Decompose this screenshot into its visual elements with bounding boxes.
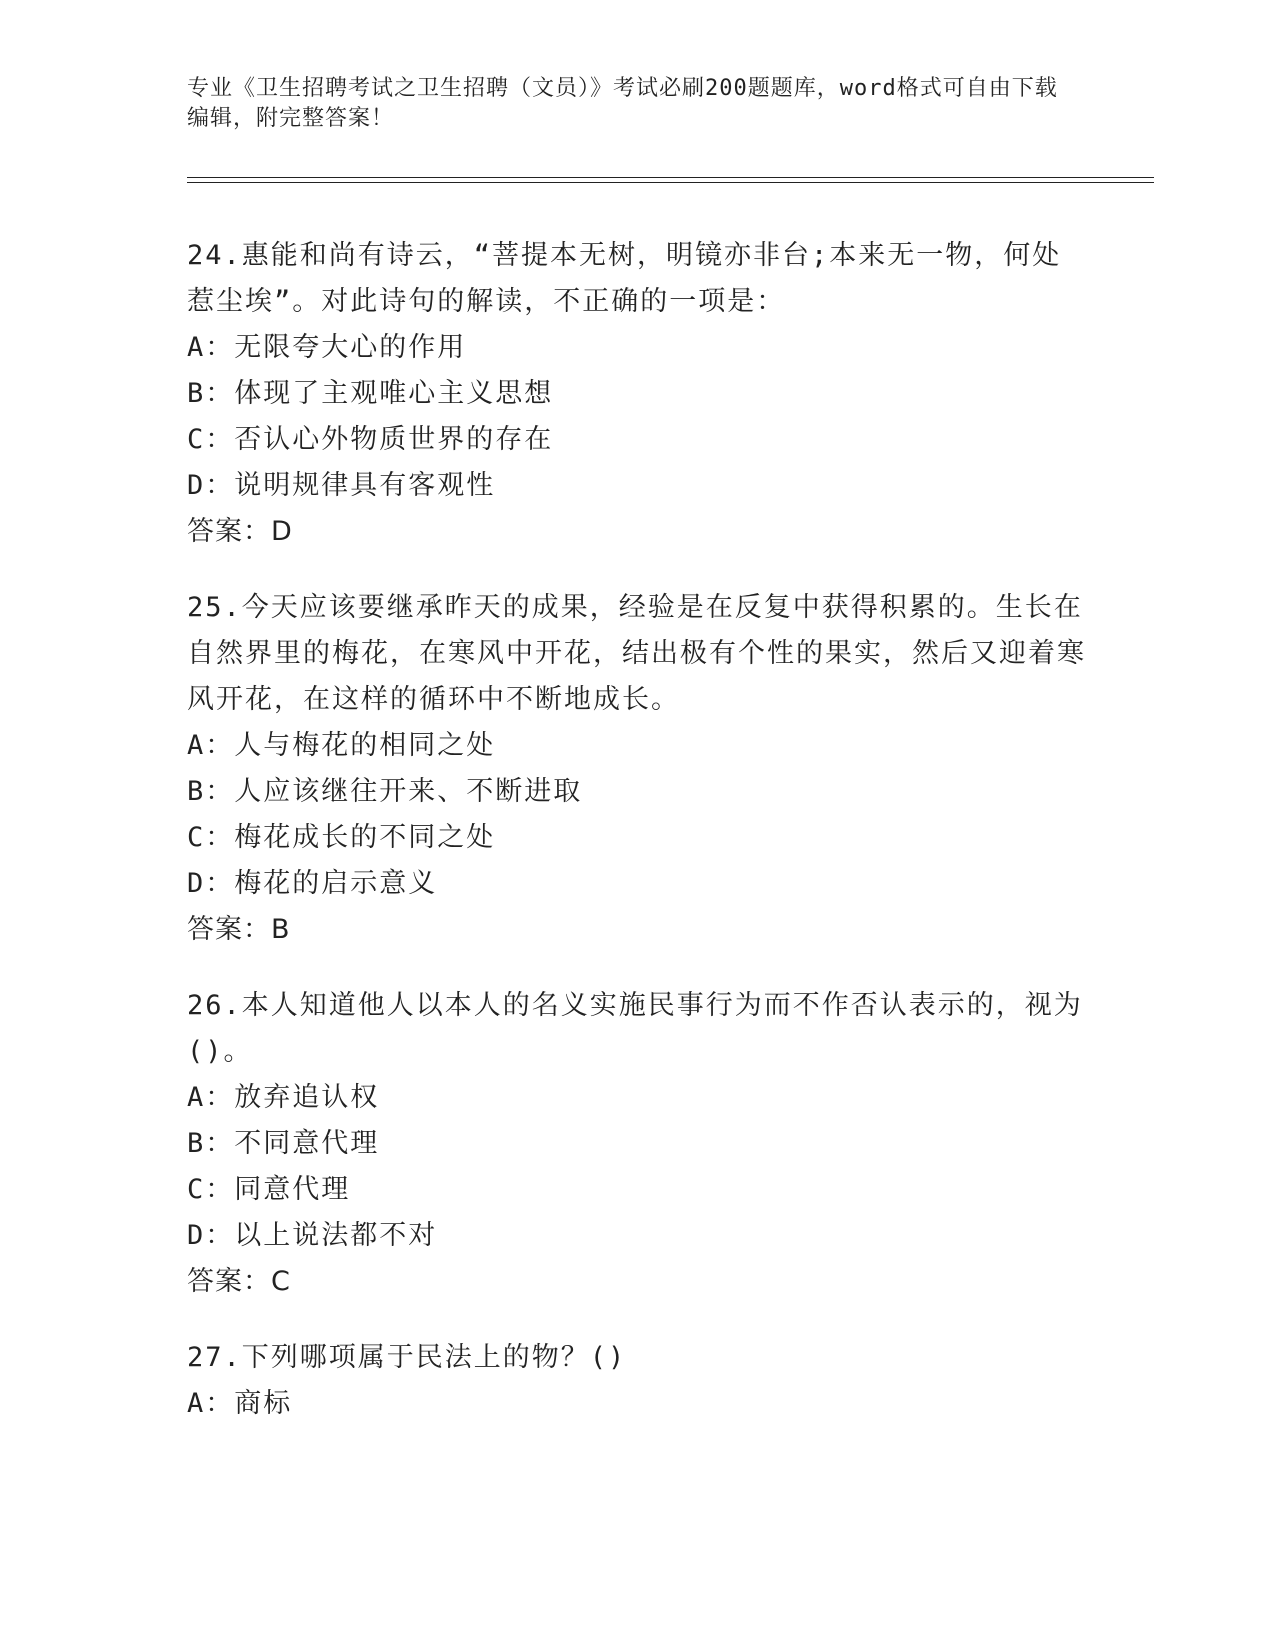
option-a: A：人与梅花的相同之处 [187,730,496,761]
option-b: B：人应该继往开来、不断进取 [187,776,583,807]
option-c: C：同意代理 [187,1174,351,1205]
question-stem: 26.本人知道他人以本人的名义实施民事行为而不作否认表示的，视为()。 [187,990,1083,1067]
option-c: C：梅花成长的不同之处 [187,822,496,853]
option-a: A：放弃追认权 [187,1082,380,1113]
option-b: B：不同意代理 [187,1128,380,1159]
option-a: A：商标 [187,1388,293,1419]
question-25 [187,585,1087,953]
option-d: D：以上说法都不对 [187,1220,438,1251]
question-stem: 27.下列哪项属于民法上的物？() [187,1342,627,1373]
question-26 [187,983,1087,1305]
option-d: D：说明规律具有客观性 [187,470,496,501]
option-d: D：梅花的启示意义 [187,868,438,899]
option-a: A：无限夸大心的作用 [187,332,467,363]
answer: 答案：D [187,516,293,547]
answer: 答案：B [187,914,291,945]
document-header: 专业《卫生招聘考试之卫生招聘（文员）》考试必刷200题题库，word格式可自由下载编辑，附完整答案！ [187,76,1058,131]
option-c: C：否认心外物质世界的存在 [187,424,554,455]
header-rule-bottom [187,182,1154,183]
option-b: B：体现了主观唯心主义思想 [187,378,554,409]
question-list [187,233,1087,1457]
question-27 [187,1335,1087,1427]
answer: 答案：C [187,1266,291,1297]
question-24 [187,233,1087,555]
question-stem: 24.惠能和尚有诗云，“菩提本无树，明镜亦非台;本来无一物，何处惹尘埃”。对此诗句的解读，不正确的一项是： [187,240,1062,317]
question-stem: 25.今天应该要继承昨天的成果，经验是在反复中获得积累的。生长在自然界里的梅花，在寒风中开花，结出极有个性的果实，然后又迎着寒风开花，在这样的循环中不断地成长。 [187,592,1086,715]
header-rule-top [187,177,1154,178]
